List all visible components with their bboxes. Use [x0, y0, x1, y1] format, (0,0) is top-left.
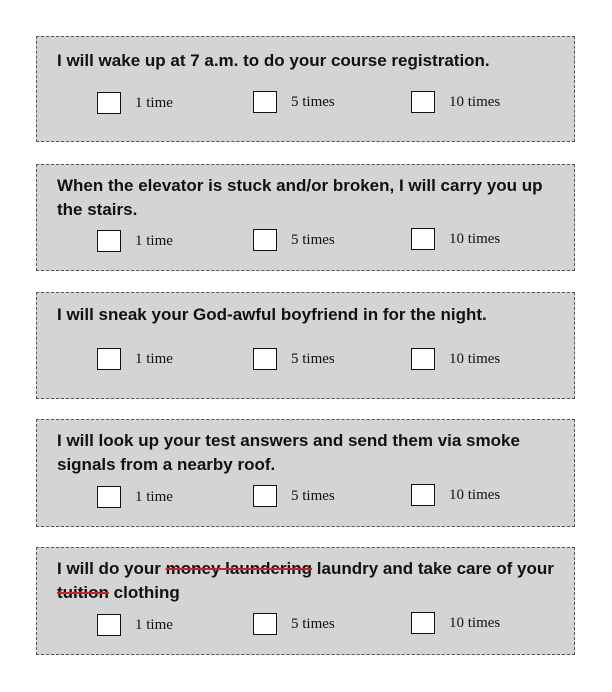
checkbox[interactable]: [253, 348, 277, 370]
option-label: 1 time: [135, 616, 173, 633]
option-label: 1 time: [135, 350, 173, 367]
checkbox[interactable]: [97, 348, 121, 370]
checkbox[interactable]: [97, 92, 121, 114]
option-label: 10 times: [449, 93, 501, 110]
option-10-times[interactable]: [411, 91, 500, 113]
option-1-time[interactable]: [97, 486, 173, 508]
checkbox[interactable]: [253, 485, 277, 507]
card-title: I will look up your test answers and send them via smoke signals from a nearby roof.: [57, 431, 520, 474]
option-1-time[interactable]: [97, 614, 173, 636]
option-label: 10 times: [449, 230, 501, 247]
option-10-times[interactable]: [411, 484, 500, 506]
checkbox[interactable]: [97, 230, 121, 252]
checkbox[interactable]: [97, 486, 121, 508]
struck-text: money laundering: [165, 559, 313, 578]
checkbox[interactable]: [411, 348, 435, 370]
option-5-times[interactable]: [253, 485, 335, 507]
option-1-time[interactable]: [97, 348, 173, 370]
option-label: 5 times: [291, 350, 335, 367]
card-title: I will wake up at 7 a.m. to do your course registration.: [57, 51, 490, 70]
checkbox[interactable]: [411, 228, 435, 250]
option-label: 5 times: [291, 615, 335, 632]
checkbox[interactable]: [97, 614, 121, 636]
title-part: laundry and take care of your: [312, 559, 554, 578]
card-title: When the elevator is stuck and/or broken, I will carry you up the stairs.: [57, 176, 543, 219]
option-label: 10 times: [449, 614, 501, 631]
option-1-time[interactable]: [97, 92, 173, 114]
card-title: [57, 557, 560, 605]
option-5-times[interactable]: [253, 348, 335, 370]
option-label: 10 times: [449, 350, 501, 367]
option-5-times[interactable]: [253, 229, 335, 251]
coupon-card-3: [36, 292, 575, 399]
option-10-times[interactable]: [411, 612, 500, 634]
checkbox[interactable]: [411, 612, 435, 634]
option-5-times[interactable]: [253, 613, 335, 635]
option-1-time[interactable]: [97, 230, 173, 252]
option-label: 1 time: [135, 232, 173, 249]
checkbox[interactable]: [253, 613, 277, 635]
option-label: 5 times: [291, 231, 335, 248]
option-label: 5 times: [291, 93, 335, 110]
coupon-card-2: [36, 164, 575, 271]
struck-text: tuition: [57, 583, 109, 602]
option-5-times[interactable]: [253, 91, 335, 113]
option-label: 10 times: [449, 486, 501, 503]
option-label: 5 times: [291, 487, 335, 504]
option-10-times[interactable]: [411, 228, 500, 250]
checkbox[interactable]: [411, 484, 435, 506]
option-10-times[interactable]: [411, 348, 500, 370]
checkbox[interactable]: [411, 91, 435, 113]
title-part: clothing: [108, 583, 180, 602]
coupon-card-5: [36, 547, 575, 655]
coupon-card-1: [36, 36, 575, 142]
option-label: 1 time: [135, 94, 173, 111]
coupon-card-4: [36, 419, 575, 527]
option-label: 1 time: [135, 488, 173, 505]
checkbox[interactable]: [253, 229, 277, 251]
checkbox[interactable]: [253, 91, 277, 113]
card-title: I will sneak your God-awful boyfriend in for the night.: [57, 305, 487, 324]
title-part: I will do your: [57, 559, 166, 578]
